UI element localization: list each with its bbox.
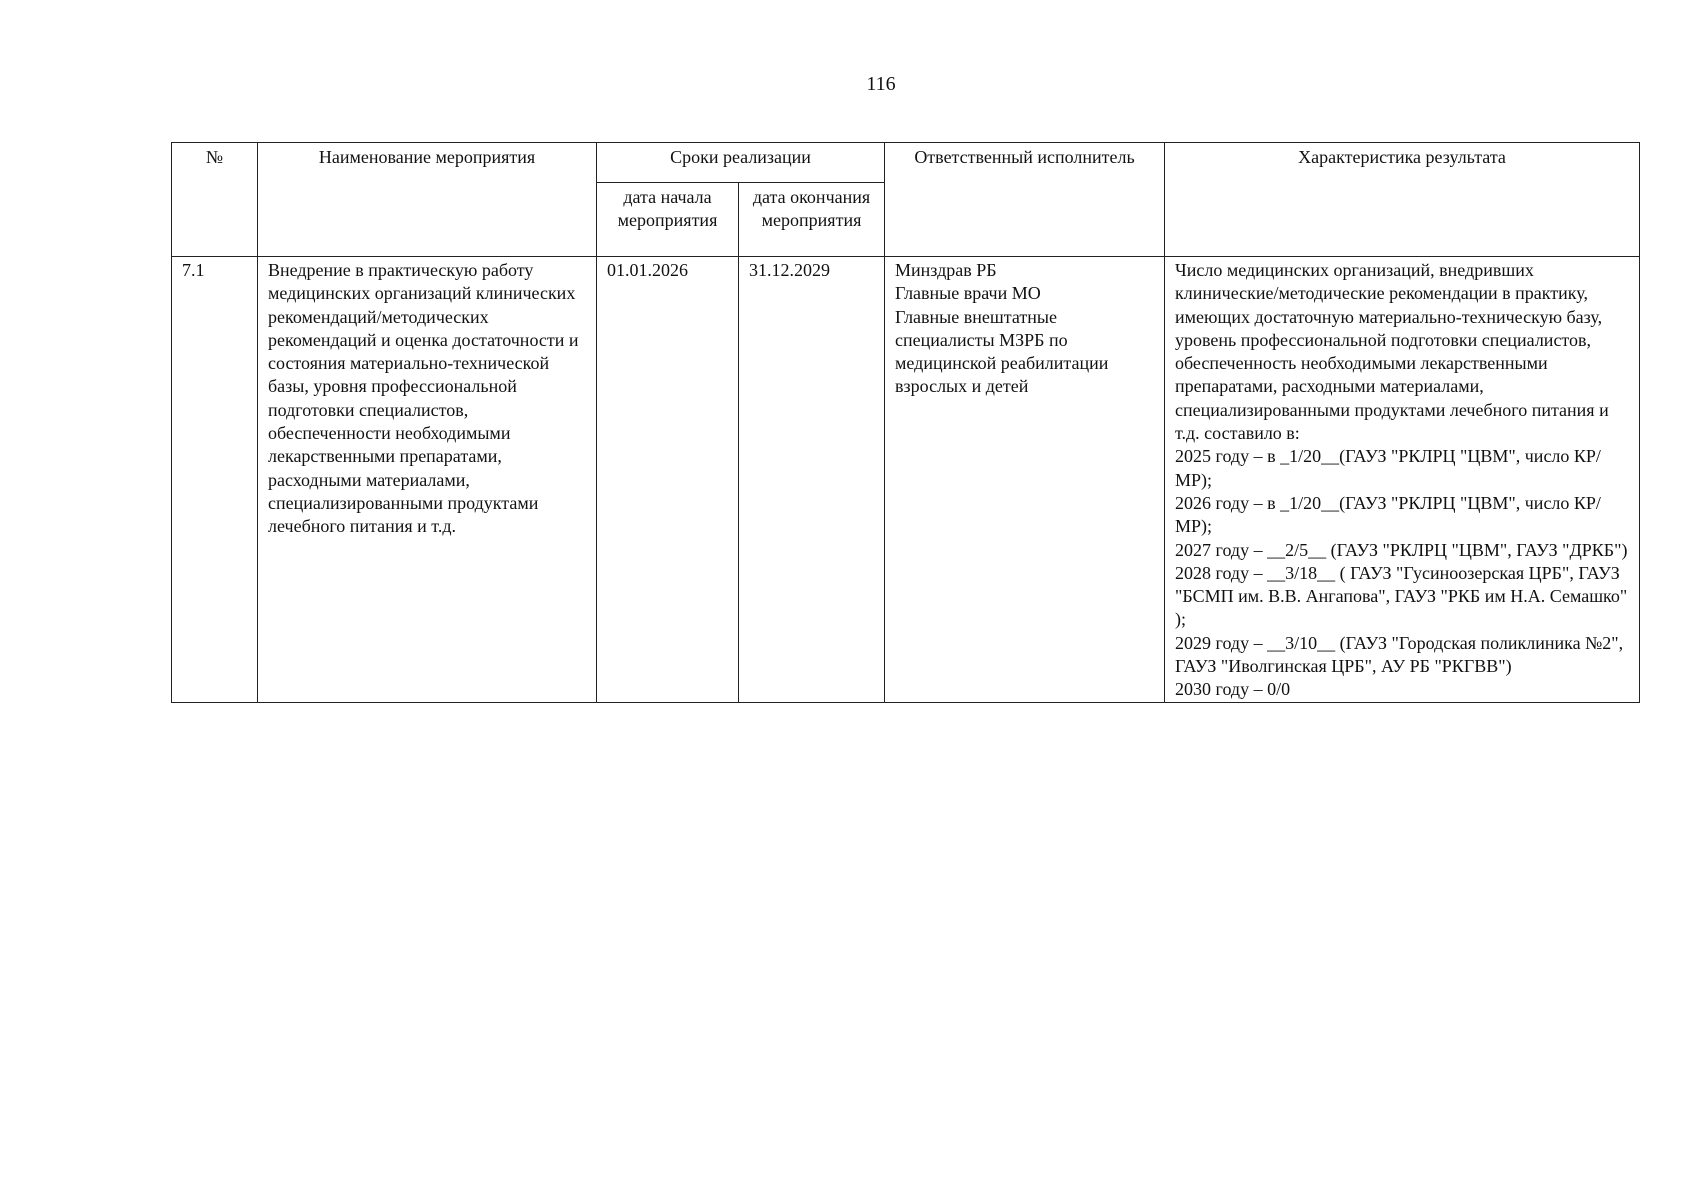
result-year-2027: 2027 году – __2/5__ (ГАУЗ "РКЛРЦ "ЦВМ", ГАУЗ "ДРКБ") xyxy=(1175,539,1628,560)
result-intro: Число медицинских организаций, внедривших клинические/методические рекомендации в практику, имеющих достаточную материально-техническую базу, уровень профессиональной подготовки специалистов, обеспеченность необходимыми лекарственными препаратами, расходными материалами, специализированными продуктами лечебного питания и т.д. составило в: xyxy=(1175,260,1609,444)
row-activity-name: Внедрение в практическую работу медицинских организаций клинических рекомендаций/методических рекомендаций и оценка достаточности и состояния материально-технической базы, уровня профессиональной подготовки специалистов, обеспеченности необходимыми лекарственными препаратами, расходными материалами, специализированными продуктами лечебного питания и т.д. xyxy=(258,257,597,703)
table-row xyxy=(172,257,1640,703)
result-year-2025: 2025 году – в _1/20__(ГАУЗ "РКЛРЦ "ЦВМ", число КР/МР); xyxy=(1175,446,1601,490)
row-number: 7.1 xyxy=(172,257,258,703)
row-start-date: 01.01.2026 xyxy=(597,257,739,703)
row-responsible-executor: Минздрав РБ Главные врачи МО Главные внештатные специалисты МЗРБ по медицинской реабилитации взрослых и детей xyxy=(885,257,1165,703)
row-end-date: 31.12.2029 xyxy=(739,257,885,703)
result-year-2029: 2029 году – __3/10__ (ГАУЗ "Городская поликлиника №2", ГАУЗ "Иволгинская ЦРБ", АУ РБ "РКГВВ") xyxy=(1175,632,1624,677)
row-result-description xyxy=(1165,257,1640,703)
result-year-2030: 2030 году – 0/0 xyxy=(1175,679,1291,700)
header-end-date: дата окончания мероприятия xyxy=(739,183,885,257)
page-number: 116 xyxy=(866,73,896,95)
header-implementation-period: Сроки реализации xyxy=(597,143,885,183)
table-header xyxy=(172,143,1640,257)
header-responsible-executor: Ответственный исполнитель xyxy=(885,143,1165,257)
activities-table xyxy=(171,142,1640,703)
header-result-description: Характеристика результата xyxy=(1165,143,1640,257)
header-start-date: дата начала мероприятия xyxy=(597,183,739,257)
header-number: № xyxy=(172,143,258,257)
header-activity-name: Наименование мероприятия xyxy=(258,143,597,257)
result-year-2028: 2028 году – __3/18__ ( ГАУЗ "Гусиноозерская ЦРБ", ГАУЗ "БСМП им. В.В. Ангапова", ГАУЗ "РКБ им Н.А. Семашко" ); xyxy=(1175,562,1628,630)
result-year-2026: 2026 году – в _1/20__(ГАУЗ "РКЛРЦ "ЦВМ", число КР/МР); xyxy=(1175,492,1601,537)
